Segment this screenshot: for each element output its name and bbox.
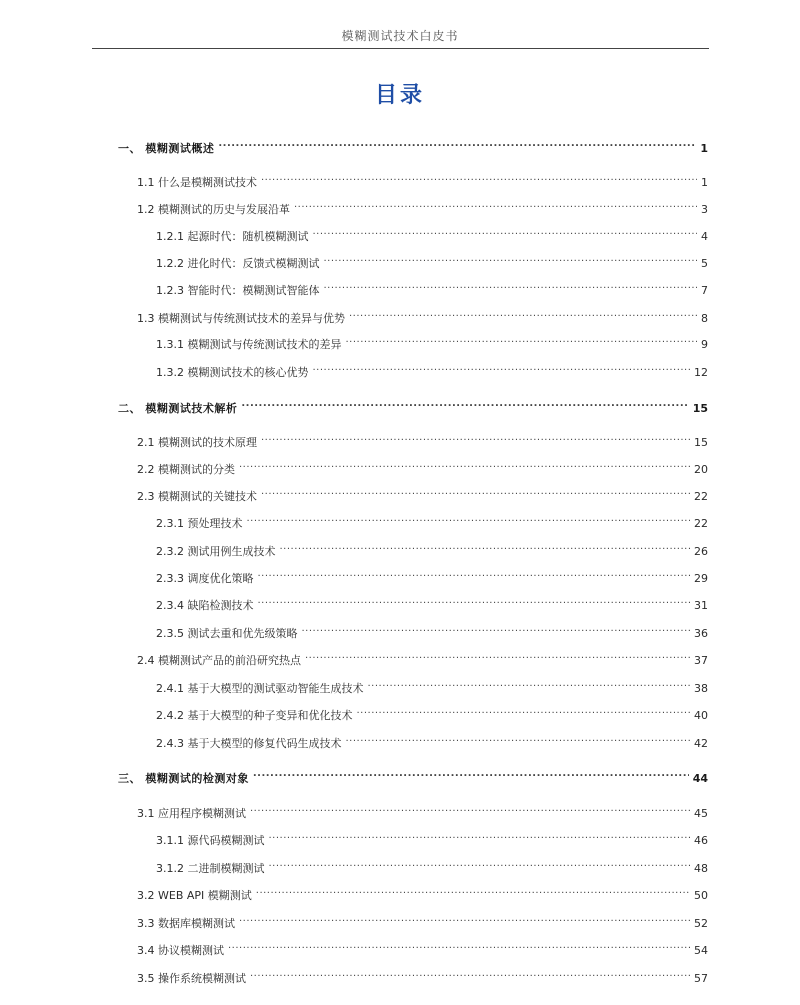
toc-entry[interactable] bbox=[156, 678, 708, 696]
toc-entry-label: 3.2 WEB API 模糊测试 bbox=[137, 889, 252, 902]
toc-entry-label: 3.5 操作系统模糊测试 bbox=[137, 972, 246, 985]
toc-entry[interactable] bbox=[156, 568, 708, 586]
toc-entry-label: 二、 模糊测试技术解析 bbox=[118, 402, 238, 415]
toc-entry-label: 1.2.2 进化时代：反馈式模糊测试 bbox=[156, 257, 320, 270]
toc-page-number: 5 bbox=[701, 257, 708, 270]
toc-entry-label: 2.3.5 测试去重和优先级策略 bbox=[156, 627, 298, 640]
toc-page-number: 40 bbox=[694, 709, 708, 722]
toc-entry[interactable] bbox=[156, 513, 708, 531]
dot-leader bbox=[239, 913, 690, 927]
toc-entry-label: 2.1 模糊测试的技术原理 bbox=[137, 436, 257, 449]
dot-leader bbox=[302, 623, 691, 637]
toc-page-number: 26 bbox=[694, 545, 708, 558]
toc-entry[interactable] bbox=[156, 623, 708, 641]
dot-leader bbox=[247, 513, 691, 527]
toc-page-number: 57 bbox=[694, 972, 708, 985]
toc-page-number: 50 bbox=[694, 889, 708, 902]
toc-page-number: 31 bbox=[694, 599, 708, 612]
toc-entry-label: 三、 模糊测试的检测对象 bbox=[118, 772, 249, 785]
dot-leader bbox=[261, 486, 690, 500]
dot-leader bbox=[345, 334, 697, 348]
toc-page-number: 42 bbox=[694, 737, 708, 750]
dot-leader bbox=[250, 803, 690, 817]
dot-leader bbox=[345, 733, 690, 747]
toc-entry-label: 2.3.3 调度优化策略 bbox=[156, 572, 254, 585]
dot-leader bbox=[218, 138, 696, 152]
toc-entry[interactable] bbox=[137, 968, 708, 986]
toc-page-number: 38 bbox=[694, 682, 708, 695]
toc-entry-label: 3.4 协议模糊测试 bbox=[137, 944, 224, 957]
header-divider bbox=[92, 48, 709, 49]
toc-entry[interactable] bbox=[156, 226, 708, 244]
toc-entry[interactable] bbox=[137, 803, 708, 821]
toc-entry[interactable] bbox=[118, 768, 708, 786]
toc-entry[interactable] bbox=[156, 705, 708, 723]
toc-entry[interactable] bbox=[156, 858, 708, 876]
toc-entry[interactable] bbox=[137, 308, 708, 326]
dot-leader bbox=[241, 398, 688, 412]
dot-leader bbox=[313, 226, 698, 240]
toc-entry[interactable] bbox=[156, 253, 708, 271]
toc-entry[interactable] bbox=[137, 650, 708, 668]
toc-entry-label: 2.2 模糊测试的分类 bbox=[137, 463, 235, 476]
toc-entry[interactable] bbox=[137, 885, 708, 903]
toc-page-number: 15 bbox=[694, 436, 708, 449]
dot-leader bbox=[313, 362, 691, 376]
toc-page-number: 22 bbox=[694, 517, 708, 530]
toc-entry-label: 3.1.1 源代码模糊测试 bbox=[156, 834, 265, 847]
dot-leader bbox=[294, 199, 697, 213]
toc-entry[interactable] bbox=[137, 432, 708, 450]
toc-entry-label: 1.2.1 起源时代：随机模糊测试 bbox=[156, 230, 309, 243]
toc-entry-label: 1.1 什么是模糊测试技术 bbox=[137, 176, 257, 189]
toc-entry[interactable] bbox=[137, 486, 708, 504]
toc-entry-label: 1.3 模糊测试与传统测试技术的差异与优势 bbox=[137, 312, 345, 325]
toc-entry-label: 2.4.2 基于大模型的种子变异和优化技术 bbox=[156, 709, 353, 722]
toc-entry[interactable] bbox=[137, 172, 708, 190]
dot-leader bbox=[258, 568, 691, 582]
toc-entry[interactable] bbox=[156, 733, 708, 751]
toc-page-number: 3 bbox=[701, 203, 708, 216]
toc-entry[interactable] bbox=[156, 830, 708, 848]
toc-entry[interactable] bbox=[156, 362, 708, 380]
toc-page-number: 45 bbox=[694, 807, 708, 820]
dot-leader bbox=[261, 172, 697, 186]
toc-entry[interactable] bbox=[137, 940, 708, 958]
toc-entry-label: 1.3.2 模糊测试技术的核心优势 bbox=[156, 366, 309, 379]
toc-page-number: 46 bbox=[694, 834, 708, 847]
dot-leader bbox=[239, 459, 690, 473]
toc-page-number: 12 bbox=[694, 366, 708, 379]
toc-page-number: 22 bbox=[694, 490, 708, 503]
dot-leader bbox=[256, 885, 690, 899]
toc-page-number: 20 bbox=[694, 463, 708, 476]
toc-page-number: 7 bbox=[701, 284, 708, 297]
toc-entry[interactable] bbox=[137, 199, 708, 217]
toc-page-number: 37 bbox=[694, 654, 708, 667]
dot-leader bbox=[253, 768, 689, 782]
dot-leader bbox=[349, 308, 697, 322]
toc-entry-label: 2.3 模糊测试的关键技术 bbox=[137, 490, 257, 503]
dot-leader bbox=[228, 940, 690, 954]
toc-entry-label: 2.3.4 缺陷检测技术 bbox=[156, 599, 254, 612]
toc-entry[interactable] bbox=[156, 280, 708, 298]
dot-leader bbox=[250, 968, 690, 982]
toc-page-number: 1 bbox=[700, 142, 708, 155]
toc-page-number: 44 bbox=[692, 772, 708, 785]
dot-leader bbox=[367, 678, 690, 692]
toc-entry-label: 3.1.2 二进制模糊测试 bbox=[156, 862, 265, 875]
toc-page-number: 15 bbox=[692, 402, 708, 415]
toc-entry[interactable] bbox=[137, 459, 708, 477]
toc-page-number: 48 bbox=[694, 862, 708, 875]
toc-page-number: 52 bbox=[694, 917, 708, 930]
dot-leader bbox=[261, 432, 690, 446]
toc-page-number: 4 bbox=[701, 230, 708, 243]
toc-entry-label: 一、 模糊测试概述 bbox=[118, 142, 215, 155]
toc-page-number: 29 bbox=[694, 572, 708, 585]
toc-entry-label: 2.4.3 基于大模型的修复代码生成技术 bbox=[156, 737, 342, 750]
toc-page-number: 1 bbox=[701, 176, 708, 189]
toc-entry[interactable] bbox=[118, 138, 708, 156]
dot-leader bbox=[269, 830, 691, 844]
toc-entry[interactable] bbox=[118, 398, 708, 416]
toc-entry-label: 3.1 应用程序模糊测试 bbox=[137, 807, 246, 820]
toc-entry[interactable] bbox=[156, 595, 708, 613]
toc-entry-label: 3.3 数据库模糊测试 bbox=[137, 917, 235, 930]
toc-entry-label: 2.3.1 预处理技术 bbox=[156, 517, 243, 530]
toc-page-number: 54 bbox=[694, 944, 708, 957]
toc-page-number: 9 bbox=[701, 338, 708, 351]
toc-entry[interactable] bbox=[137, 913, 708, 931]
toc-entry-label: 2.3.2 测试用例生成技术 bbox=[156, 545, 276, 558]
toc-entry[interactable] bbox=[156, 334, 708, 352]
toc-entry[interactable] bbox=[156, 541, 708, 559]
toc-entry-label: 1.2 模糊测试的历史与发展沿革 bbox=[137, 203, 290, 216]
toc-page-number: 36 bbox=[694, 627, 708, 640]
toc-entry-label: 1.3.1 模糊测试与传统测试技术的差异 bbox=[156, 338, 342, 351]
toc-entry-label: 2.4 模糊测试产品的前沿研究热点 bbox=[137, 654, 301, 667]
toc-page-number: 8 bbox=[701, 312, 708, 325]
page-header bbox=[0, 0, 800, 50]
toc-heading: 目录 bbox=[374, 83, 425, 108]
document-title: 模糊测试技术白皮书 bbox=[341, 29, 459, 43]
dot-leader bbox=[269, 858, 691, 872]
dot-leader bbox=[324, 280, 698, 294]
dot-leader bbox=[356, 705, 690, 719]
dot-leader bbox=[258, 595, 691, 609]
dot-leader bbox=[280, 541, 691, 555]
toc-entry-label: 2.4.1 基于大模型的测试驱动智能生成技术 bbox=[156, 682, 364, 695]
dot-leader bbox=[305, 650, 690, 664]
dot-leader bbox=[324, 253, 698, 267]
toc-entry-label: 1.2.3 智能时代：模糊测试智能体 bbox=[156, 284, 320, 297]
